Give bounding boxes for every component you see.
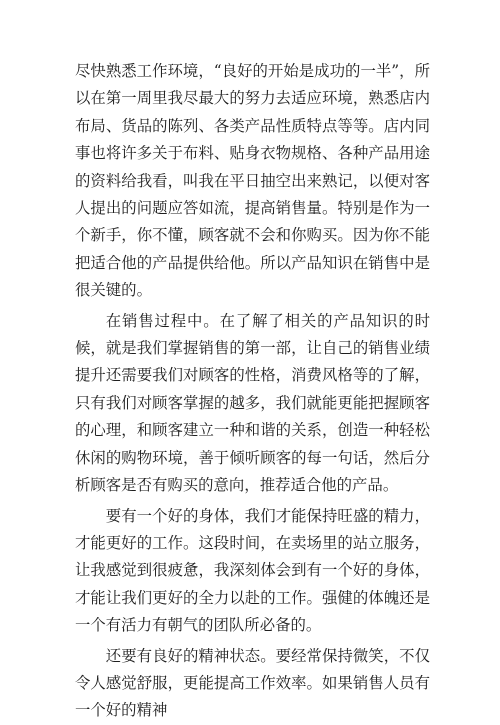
- paragraph-sales-process: 在销售过程中。在了解了相关的产品知识的时候，就是我们掌握销售的第一部，让自己的销售业绩提升还需要我们对顾客的性格，消费风格等的了解，只有我们对顾客掌握的越多，我们就能更能把握顾客的心理，和顾客建立一种和谐的关系，创造一种轻松休闲的购物环境，善于倾听顾客的每一句话，然后分析顾客是否有购买的意向，推荐适合他的产品。: [75, 311, 430, 495]
- paragraph-environment: 尽快熟悉工作环境，“良好的开始是成功的一半”，所以在第一周里我尽最大的努力去适应环境，熟悉店内布局、货品的陈列、各类产品性质特点等等。店内同事也将许多关于布料、贴身衣物规格、各种产品用途的资料给我看，叫我在平日抽空出来熟记，以便对客人提出的问题应答如流，提高销售量。特别是作为一个新手，你不懂，顾客就不会和你购买。因为你不能把适合他的产品提供给他。所以产品知识在销售中是很关键的。: [75, 62, 430, 300]
- paragraph-health: 要有一个好的身体，我们才能保持旺盛的精力，才能更好的工作。这段时间，在卖场里的站立服务，让我感觉到很疲惫，我深刻体会到有一个好的身体，才能让我们更好的全力以赴的工作。强健的体魄还是一个有活力有朝气的团队所必备的。: [75, 506, 430, 635]
- paragraph-mental-state: 还要有良好的精神状态。要经常保持微笑，不仅令人感觉舒服，更能提高工作效率。如果销售人员有一个好的精神: [75, 646, 430, 720]
